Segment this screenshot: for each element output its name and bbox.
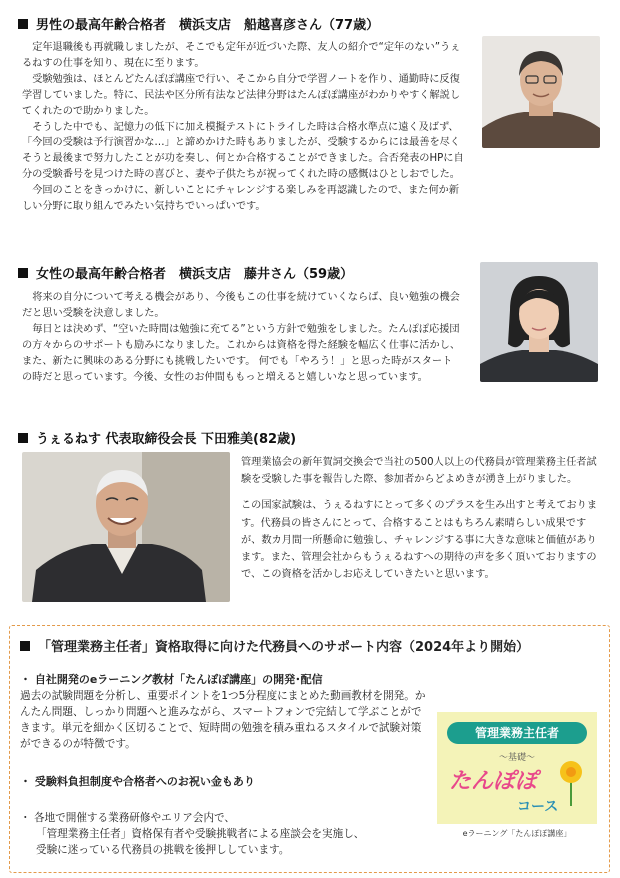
- paragraph: この国家試験は、うぇるねすにとって多くのプラスを生み出すと考えております。代務員の皆さんにとって、合格することはもちろん素晴らしい成果ですが、数カ月間一所懸命に勉強し、チャレンジする事に大きな意味と価値があります。また、管理会社からもうぇるねすへの期待の声を多く頂いておりますので、この資格を活かしお応えしていきたいと思います。: [241, 500, 598, 581]
- support-bullet-fee: ・ 受験料負担制度や合格者へのお祝い金もあり: [20, 775, 255, 788]
- paragraph: そうした中でも、記憶力の低下に加え模擬テストにトライした時は合格水準点に遠く及ばず、「今回の受験は予行演習かな…」と諦めかけた時もありましたが、受験するからには最善を尽くそうと最後まで努力したことが功を奏し、何とか合格することができました。合否発表のHPに自分の受験番号を見つけた時の喜びと、妻や子供たちが祝ってくれた時の感慨はひとしおでした。: [22, 121, 464, 181]
- section-heading-male-oldest: [18, 14, 379, 33]
- square-bullet-icon: [18, 433, 28, 443]
- square-bullet-icon: [18, 268, 28, 278]
- paragraph: 将来の自分について考える機会があり、今後もこの仕事を続けていくならば、良い勉強の機会だと思い受験を決意しました。: [22, 292, 460, 319]
- square-bullet-icon: [18, 19, 28, 29]
- section2-body: [22, 290, 462, 385]
- support-heading: [20, 636, 529, 655]
- photo-fujii: [480, 262, 598, 382]
- course-card-title: 管理業務主任者: [447, 722, 587, 744]
- support-bullet-training: [20, 810, 440, 858]
- paragraph: 定年退職後も再就職しましたが、そこでも定年が近づいた際、友人の紹介で“定年のない”うぇるねすの仕事を知り、現在に至ります。: [22, 42, 461, 69]
- course-card-subtitle: ～基礎～: [498, 753, 535, 763]
- course-card-suffix: コース: [517, 799, 559, 815]
- paragraph: 過去の試験問題を分析し、重要ポイントを1つ5分程度にまとめた動画教材を開発。かんたん問題、しっかり問題へと進みながら、スマートフォンで完結して学ぶことができます。単元を細かく区切ることで、短時間の勉強を積み重ねるスタイルで試験対策ができるのが特徴です。: [20, 690, 426, 750]
- section-heading-female-oldest: [18, 263, 353, 282]
- paragraph: 管理業協会の新年賀詞交換会で当社の500人以上の代務員が管理業務主任者試験を受験した事を報告した際、参加者からどよめきが湧き上がりました。: [241, 457, 597, 486]
- course-card: [437, 712, 597, 824]
- list-line: 「管理業務主任者」資格保有者や受験挑戦者による座談会を実施し、: [36, 828, 365, 840]
- support-bullet-elearning-text: [20, 688, 430, 752]
- paragraph: 受験勉強は、ほとんどたんぽぽ講座で行い、そこから自分で学習ノートを作り、通勤時に反復学習していました。特に、民法や区分所有法など法律分野はたんぽぽ講座がわかりやすく解説してくれたので助かりました。: [22, 73, 461, 117]
- list-line: 受験に迷っている代務員の挑戦を後押ししています。: [36, 844, 290, 856]
- section1-body: [22, 40, 467, 215]
- section-heading-chairman: [18, 428, 296, 447]
- support-bullet-elearning: ・ 自社開発のeラーニング教材「たんぽぽ講座」の開発･配信: [20, 673, 323, 686]
- course-card-caption: eラーニング「たんぽぽ講座」: [462, 829, 572, 838]
- heading-text: 男性の最高年齢合格者 横浜支店 船越喜彦さん（77歳）: [36, 18, 380, 33]
- section3-body: [241, 454, 605, 583]
- dandelion-icon: [557, 758, 585, 806]
- heading-text: 女性の最高年齢合格者 横浜支店 藤井さん（59歳）: [36, 267, 354, 282]
- paragraph: 今回のことをきっかけに、新しいことにチャレンジする楽しみを再認識したので、また何か新しい分野に取り組んでみたい気持ちでいっぱいです。: [22, 185, 460, 213]
- photo-chairman: [22, 452, 230, 602]
- paragraph: 毎日とは決めず、“空いた時間は勉強に充てる”という方針で勉強をしました。たんぽぽ応援団の方々からのサポートも励みになりました。これからは資格を得た経験を幅広く仕事に活かし、 また、新たに興味のある分野にも挑戦したいです。 何でも「やろう！」と思った時がスタートの時だと思っています。今後、女性のお仲間ももっと増えると嬉しいなと思っています。: [22, 323, 461, 383]
- photo-funakoshi: [482, 36, 600, 148]
- heading-text: うぇるねす 代表取締役会長 下田雅美(82歳): [36, 432, 297, 447]
- list-line: ・ 各地で開催する業務研修やエリア会内で、: [20, 812, 236, 824]
- heading-text: 「管理業務主任者」資格取得に向けた代務員へのサポート内容（2024年より開始）: [38, 640, 530, 655]
- square-bullet-icon: [20, 641, 30, 651]
- course-card-brand: たんぽぽ: [449, 769, 538, 794]
